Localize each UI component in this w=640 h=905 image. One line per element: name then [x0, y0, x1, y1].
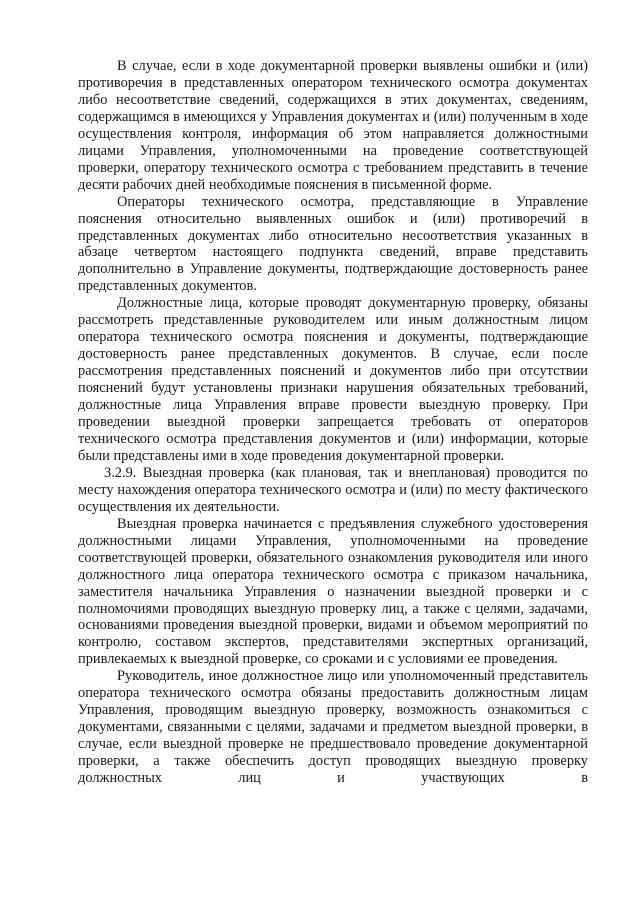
paragraph-head-obligations: Руководитель, иное должностное лицо или уполномоченный представитель оператора технического осмотра обязаны предоставить должностным лицам Управления, проводящим выездную проверку, возможность ознакомиться с документами, связанными с целями, задачами и предметом выездной проверки, в случае, если выездной проверке не предшествовало проведение документарной проверки, а также обеспечить доступ проводящих выездную проверку должностных лиц и участвующих в — [78, 668, 588, 787]
paragraph-section-3-2-9: 3.2.9. Выездная проверка (как плановая, так и внеплановая) проводится по месту нахождения оператора технического осмотра и (или) по месту фактического осуществления их деятельности. — [78, 464, 588, 515]
paragraph-officials-review: Должностные лица, которые проводят документарную проверку, обязаны рассмотреть представленные руководителем или иным должностным лицом оператора технического осмотра пояснения и документы, подтверждающие достоверность ранее представленных документов. В случае, если после рассмотрения представленных пояснений и документов либо при отсутствии пояснений будут установлены признаки нарушения обязательных требований, должностные лица Управления вправе провести выездную проверку. При проведении выездной проверки запрещается требовать от операторов технического осмотра представления документов и (или) информации, которые были представлены ими в ходе проведения документарной проверки. — [78, 295, 588, 464]
paragraph-onsite-start: Выездная проверка начинается с предъявления служебного удостоверения должностными лицами Управления, уполномоченными на проведение соответствующей проверки, обязательного ознакомления руководителя или иного должностного лица оператора технического осмотра с приказом начальника, заместителя начальника Управления о назначении выездной проверки и с полномочиями проводящих выездную проверку лиц, а также с целями, задачами, основаниями проведения выездной проверки, видами и объемом мероприятий по контролю, составом экспертов, представителями экспертных организаций, привлекаемых к выездной проверке, со сроками и с условиями ее проведения. — [78, 515, 588, 668]
paragraph-operator-explanations: Операторы технического осмотра, представляющие в Управление пояснения относительно выявленных ошибок и (или) противоречий в представленных документах либо относительно несоответствия указанных в абзаце четвертом настоящего подпункта сведений, вправе представить дополнительно в Управление документы, подтверждающие достоверность ранее представленных документов. — [78, 193, 588, 295]
paragraph-errors-found: В случае, если в ходе документарной проверки выявлены ошибки и (или) противоречия в представленных оператором технического осмотра документах либо несоответствие сведений, содержащихся в этих документах, сведениям, содержащимся в имеющихся у Управления документах и (или) полученным в ходе осуществления контроля, информация об этом направляется должностными лицами Управления, уполномоченными на проведение соответствующей проверки, оператору технического осмотра с требованием представить в течение десяти рабочих дней необходимые пояснения в письменной форме. — [78, 58, 588, 193]
